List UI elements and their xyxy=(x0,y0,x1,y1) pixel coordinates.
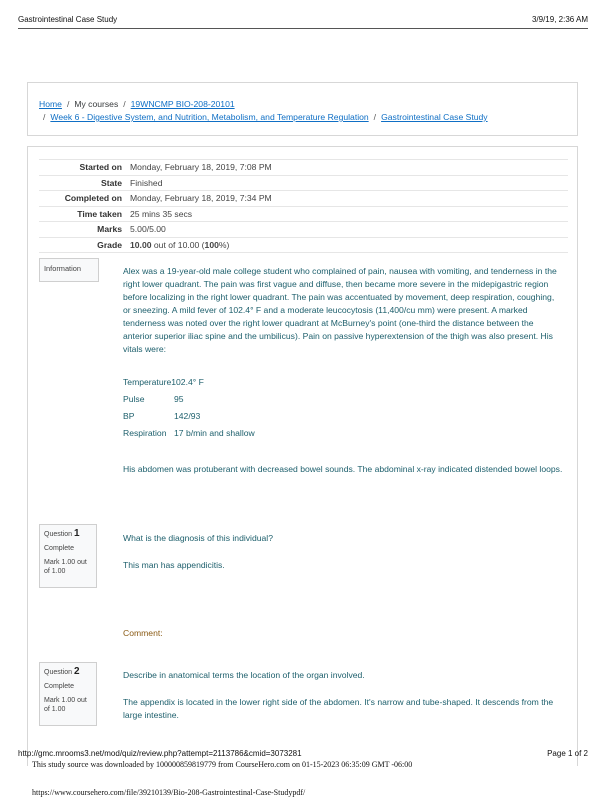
list-item xyxy=(123,411,255,428)
breadcrumb-separator: / xyxy=(123,99,126,109)
question-status: Complete xyxy=(44,545,74,552)
table-row xyxy=(39,160,568,176)
summary-value: Monday, February 18, 2019, 7:34 PM xyxy=(128,191,568,207)
vital-value: 102.4° F xyxy=(171,377,204,387)
breadcrumb-page-link[interactable]: Gastrointestinal Case Study xyxy=(381,112,488,122)
grade-mid: out of 10.00 ( xyxy=(151,239,205,250)
print-title: Gastrointestinal Case Study xyxy=(18,15,118,24)
table-row xyxy=(39,175,568,191)
question-2-answer: The appendix is located in the lower right side of the abdomen. It's narrow and tube-shaped. It descends from the large intestine. xyxy=(123,697,554,720)
summary-label: Completed on xyxy=(39,191,128,207)
question-mark: Mark 1.00 out of 1.00 xyxy=(44,697,87,713)
question-1-comment: Comment: xyxy=(123,628,163,638)
grade-value xyxy=(128,237,568,253)
information-label: Information xyxy=(44,264,81,273)
information-closing: His abdomen was protuberant with decreased bowel sounds. The abdominal x-ray indicated distended bowel loops. xyxy=(123,464,563,474)
vitals-list xyxy=(123,377,255,445)
breadcrumb-section-link[interactable]: Week 6 - Digestive System, and Nutrition, Metabolism, and Temperature Regulation xyxy=(50,112,369,122)
footer-source-note: This study source was downloaded by 100000859819779 from CourseHero.com on 01-15-2023 06:35:09 GMT -06:00 xyxy=(32,760,413,769)
breadcrumb-home-link[interactable]: Home xyxy=(39,99,62,109)
grade-score: 10.00 xyxy=(130,239,152,250)
vital-value: 17 b/min and shallow xyxy=(174,428,255,438)
summary-label: Time taken xyxy=(39,206,128,222)
vital-key: Temperature xyxy=(123,377,172,387)
summary-label: Started on xyxy=(39,160,128,176)
summary-label: Grade xyxy=(39,237,128,253)
question-label: Question xyxy=(44,531,73,538)
table-row xyxy=(39,191,568,207)
breadcrumb-separator: / xyxy=(43,112,46,122)
question-number: 1 xyxy=(73,528,80,539)
summary-label: State xyxy=(39,175,128,191)
grade-end: %) xyxy=(218,239,230,250)
question-1-answer: This man has appendicitis. xyxy=(123,560,225,570)
table-row xyxy=(39,222,568,238)
vital-key: BP xyxy=(123,411,135,421)
print-datetime: 3/9/19, 2:36 AM xyxy=(531,15,588,24)
vital-key: Respiration xyxy=(123,428,167,438)
breadcrumb-separator: / xyxy=(373,112,377,122)
table-row xyxy=(39,237,568,253)
quiz-review-card xyxy=(27,146,578,766)
table-row xyxy=(39,206,568,222)
question-mark: Mark 1.00 out of 1.00 xyxy=(44,559,87,575)
question-2-prompt: Describe in anatomical terms the location of the organ involved. xyxy=(123,670,365,680)
summary-value: 25 mins 35 secs xyxy=(128,206,568,222)
breadcrumb-my-courses: My courses xyxy=(74,99,119,109)
summary-label: Marks xyxy=(39,222,128,238)
summary-value: Finished xyxy=(128,175,568,191)
list-item xyxy=(123,428,255,445)
question-status: Complete xyxy=(44,683,74,690)
grade-percent: 100 xyxy=(204,239,219,250)
summary-value: 5.00/5.00 xyxy=(128,222,568,238)
question-label: Question xyxy=(44,669,73,676)
information-paragraph: Alex was a 19-year-old male college student who complained of pain, nausea with vomiting, and tenderness in the right lower quadrant. The pain was first vague and diffuse, then became more severe in the midepigastric region before localizing in the right lower quadrant. The pain was accentuated by movement, deep respiration, coughing, or sneezing. A mild fever of 102.4° F and a moderate leucocytosis (11,400/cu mm) were present. A marked tenderness was noted over the right lower quadrant at McBurney's point (one-third the distance between the anterior superior iliac spine and the umbilicus). Pain on passive hyperextension of the thigh was also present. His vitals were: xyxy=(123,266,557,354)
header-divider xyxy=(18,28,588,29)
question-number: 2 xyxy=(73,666,80,677)
question-1-info xyxy=(39,524,97,588)
question-2-info xyxy=(39,662,97,726)
question-1-prompt: What is the diagnosis of this individual? xyxy=(123,533,273,543)
attempt-summary-table xyxy=(39,159,568,253)
vital-key: Pulse xyxy=(123,394,145,404)
vital-value: 95 xyxy=(174,394,184,404)
breadcrumb-separator: / xyxy=(66,99,70,109)
vital-value: 142/93 xyxy=(174,411,201,421)
summary-value: Monday, February 18, 2019, 7:08 PM xyxy=(128,160,568,176)
breadcrumb xyxy=(27,82,578,136)
footer-coursehero-url: https://www.coursehero.com/file/39210139/Bio-208-Gastrointestinal-Case-Studypdf/ xyxy=(32,788,306,797)
footer-page-number: Page 1 of 2 xyxy=(547,749,588,758)
breadcrumb-course-link[interactable]: 19WNCMP BIO-208-20101 xyxy=(130,99,235,109)
list-item xyxy=(123,377,255,394)
footer-url: http://gmc.mrooms3.net/mod/quiz/review.php?attempt=2113786&cmid=3073281 xyxy=(18,749,302,758)
list-item xyxy=(123,394,255,411)
information-box xyxy=(39,258,99,282)
